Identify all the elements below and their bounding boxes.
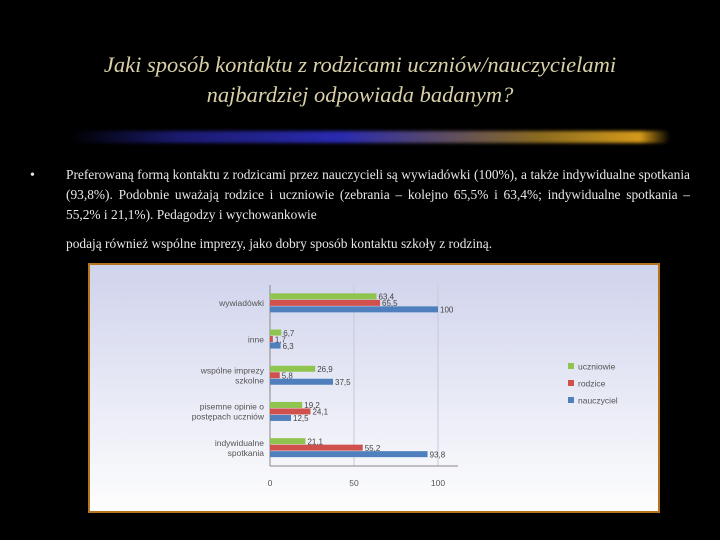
body-paragraph-continued: podają również wspólne imprezy, jako dobry sposób kontaktu szkoły z rodziną. bbox=[66, 236, 493, 251]
data-label: 6,3 bbox=[282, 341, 294, 351]
legend-label: uczniowie bbox=[578, 361, 616, 372]
legend-swatch bbox=[568, 363, 574, 369]
x-tick-label: 0 bbox=[267, 478, 273, 488]
bar-rodzice bbox=[270, 300, 380, 306]
data-label: 1,7 bbox=[274, 335, 286, 345]
title-line-1: Jaki sposób kontaktu z rodzicami uczniów/nauczycielami bbox=[103, 52, 617, 77]
data-label: 93,8 bbox=[429, 450, 446, 460]
data-label: 12,5 bbox=[293, 414, 309, 424]
title-line-2: najbardziej odpowiada badanym? bbox=[206, 82, 514, 107]
title-divider bbox=[70, 131, 670, 143]
bar-nauczyciel bbox=[270, 415, 291, 421]
data-label: 19,2 bbox=[304, 401, 320, 411]
bar-rodzice bbox=[270, 336, 273, 342]
bar-nauczyciel bbox=[270, 451, 428, 457]
data-label: 6,7 bbox=[283, 328, 295, 338]
data-label: 37,5 bbox=[335, 377, 351, 387]
category-label: pisemne opinie o postępach uczniów bbox=[191, 401, 264, 422]
legend-swatch bbox=[568, 380, 574, 386]
data-label: 63,4 bbox=[378, 292, 395, 302]
x-tick-label: 50 bbox=[349, 478, 359, 488]
slide-title bbox=[20, 50, 700, 110]
data-label: 5,8 bbox=[281, 371, 293, 381]
data-label: 65,5 bbox=[382, 299, 398, 309]
data-label: 100 bbox=[440, 305, 454, 315]
data-label: 24,1 bbox=[312, 407, 329, 417]
category-label: wspólne imprezy szkolne bbox=[200, 365, 264, 386]
bar-nauczyciel bbox=[270, 306, 438, 312]
data-label: 26,9 bbox=[317, 364, 333, 374]
category-label: wywiadówki bbox=[219, 298, 264, 309]
bar-chart bbox=[88, 263, 660, 513]
x-tick-label: 100 bbox=[430, 478, 446, 488]
bar-nauczyciel bbox=[270, 379, 333, 385]
bar-uczniowie bbox=[270, 402, 302, 408]
category-label: inne bbox=[247, 334, 264, 345]
body-paragraph: Preferowaną formą kontaktu z rodzicami przez nauczycieli są wywiadówki (100%), a także indywidualne spotkania (93,8%). Podobnie uważają rodzice i uczniowie (zebrania – kolejno 65,5% i 63,4%; indywidualne spotkania – 55,2% i 21,1%). Pedagodzy i wychowankowie bbox=[66, 167, 690, 222]
data-label: 55,2 bbox=[364, 443, 381, 453]
legend-label: rodzice bbox=[578, 378, 606, 389]
bullet-marker: • bbox=[30, 168, 35, 183]
bar-uczniowie bbox=[270, 293, 377, 299]
legend-label: nauczyciel bbox=[578, 395, 618, 406]
bar-uczniowie bbox=[270, 438, 305, 444]
category-label: indywidualne spotkania bbox=[214, 437, 264, 458]
legend-swatch bbox=[568, 397, 574, 403]
data-label: 21,1 bbox=[307, 437, 324, 447]
bar-rodzice bbox=[270, 372, 280, 378]
